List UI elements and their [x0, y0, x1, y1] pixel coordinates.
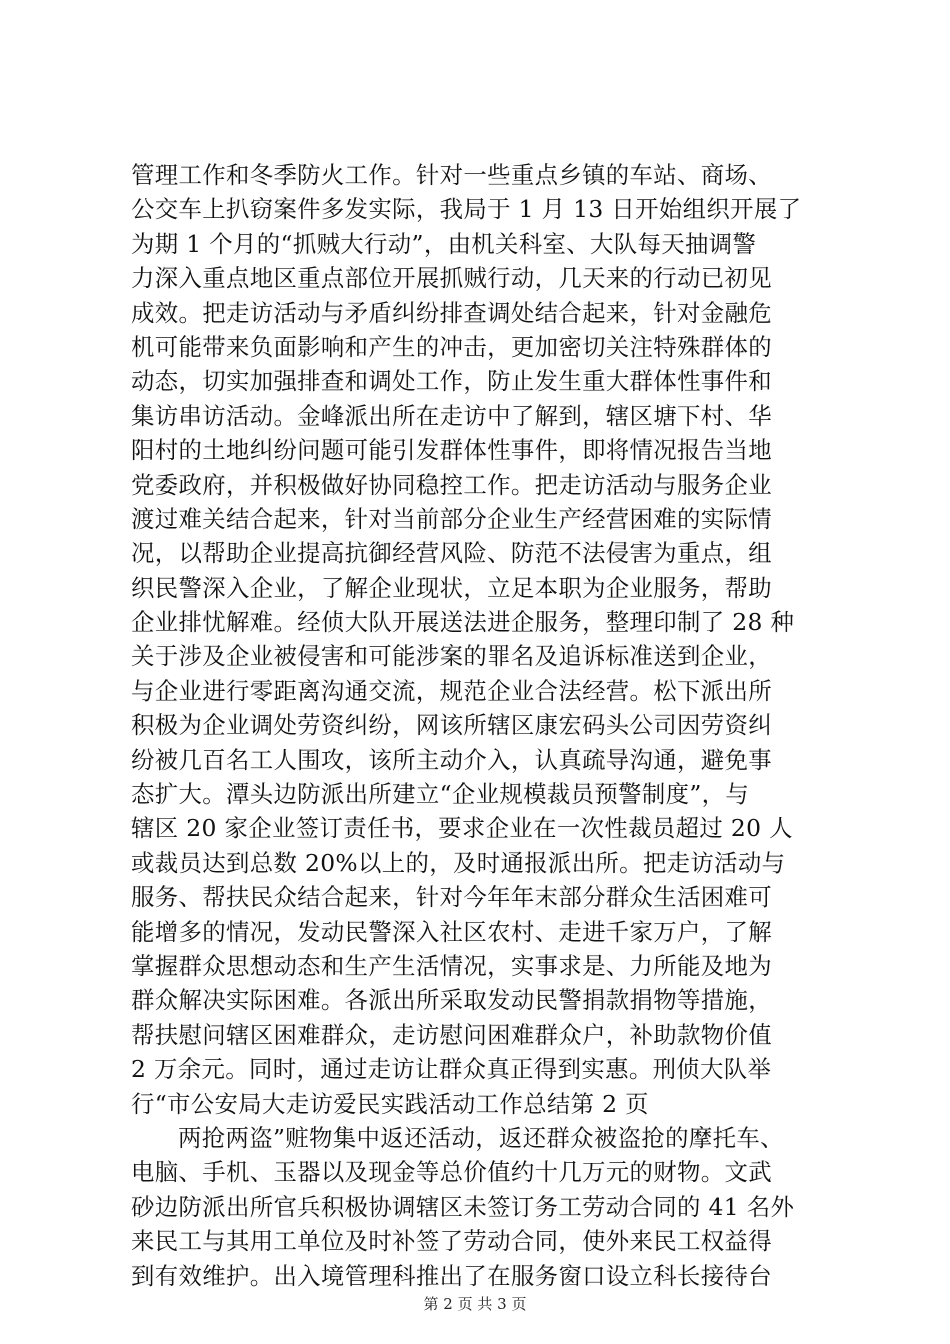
text-line: 为期 1 个月的“抓贼大行动”，由机关科室、大队每天抽调警	[131, 229, 757, 258]
text-line: 机可能带来负面影响和产生的冲击，更加密切关注特殊群体的	[131, 332, 772, 361]
text-line: 或裁员达到总数 20%以上的，及时通报派出所。把走访活动与	[131, 848, 786, 877]
text-line: 集访串访活动。金峰派出所在走访中了解到，辖区塘下村、华	[131, 401, 772, 430]
paragraph-start-line: 两抢两盗”赃物集中返还活动，返还群众被盗抢的摩托车、	[178, 1123, 784, 1152]
body-text	[131, 158, 851, 1293]
text-line: 积极为企业调处劳资纠纷，网该所辖区康宏码头公司因劳资纠	[131, 711, 772, 740]
text-line: 辖区 20 家企业签订责任书，要求企业在一次性裁员超过 20 人	[131, 814, 793, 843]
text-line: 服务、帮扶民众结合起来，针对今年年末部分群众生活困难可	[131, 883, 772, 912]
page-footer: 第 2 页 共 3 页	[423, 1295, 527, 1313]
text-line: 与企业进行零距离沟通交流，规范企业合法经营。松下派出所	[131, 676, 772, 705]
text-line: 成效。把走访活动与矛盾纠纷排查调处结合起来，针对金融危	[131, 298, 772, 327]
text-line: 关于涉及企业被侵害和可能涉案的罪名及追诉标准送到企业，	[131, 642, 772, 671]
text-line: 掌握群众思想动态和生产生活情况，实事求是、力所能及地为	[131, 951, 772, 980]
text-line: 织民警深入企业，了解企业现状，立足本职为企业服务，帮助	[131, 573, 772, 602]
text-line: 砂边防派出所官兵积极协调辖区未签订务工劳动合同的 41 名外	[131, 1192, 795, 1221]
text-line: 纷被几百名工人围攻，该所主动介入，认真疏导沟通，避免事	[131, 745, 772, 774]
text-line: 动态，切实加强排查和调处工作，防止发生重大群体性事件和	[131, 367, 772, 396]
text-line: 电脑、手机、玉器以及现金等总价值约十几万元的财物。文武	[131, 1158, 772, 1187]
text-line: 能增多的情况，发动民警深入社区农村、走进千家万户，了解	[131, 917, 772, 946]
text-line: 力深入重点地区重点部位开展抓贼行动，几天来的行动已初见	[131, 264, 772, 293]
text-line: 阳村的土地纠纷问题可能引发群体性事件，即将情况报告当地	[131, 436, 772, 465]
text-line: 管理工作和冬季防火工作。针对一些重点乡镇的车站、商场、	[131, 161, 772, 189]
text-line: 态扩大。潭头边防派出所建立“企业规模裁员预警制度”，与	[131, 780, 750, 809]
text-line: 群众解决实际困难。各派出所采取发动民警捐款捐物等措施，	[131, 986, 772, 1015]
text-line: 公交车上扒窃案件多发实际，我局于 1 月 13 日开始组织开展了	[131, 195, 802, 224]
text-line: 渡过难关结合起来，针对当前部分企业生产经营困难的实际情	[131, 504, 772, 533]
text-line: 况，以帮助企业提高抗御经营风险、防范不法侵害为重点，组	[131, 539, 772, 568]
text-line: 企业排忧解难。经侦大队开展送法进企服务，整理印制了 28 种	[131, 608, 795, 637]
text-line: 2 万余元。同时，通过走访让群众真正得到实惠。刑侦大队举	[131, 1055, 772, 1084]
text-line: 帮扶慰问辖区困难群众，走访慰问困难群众户，补助款物价值	[131, 1020, 772, 1049]
text-line: 来民工与其用工单位及时补签了劳动合同，使外来民工权益得	[131, 1227, 772, 1256]
text-line: 到有效维护。出入境管理科推出了在服务窗口设立科长接待台	[131, 1261, 772, 1290]
text-line: 行“市公安局大走访爱民实践活动工作总结第 2 页	[131, 1089, 649, 1118]
text-line: 党委政府，并积极做好协同稳控工作。把走访活动与服务企业	[131, 470, 772, 499]
